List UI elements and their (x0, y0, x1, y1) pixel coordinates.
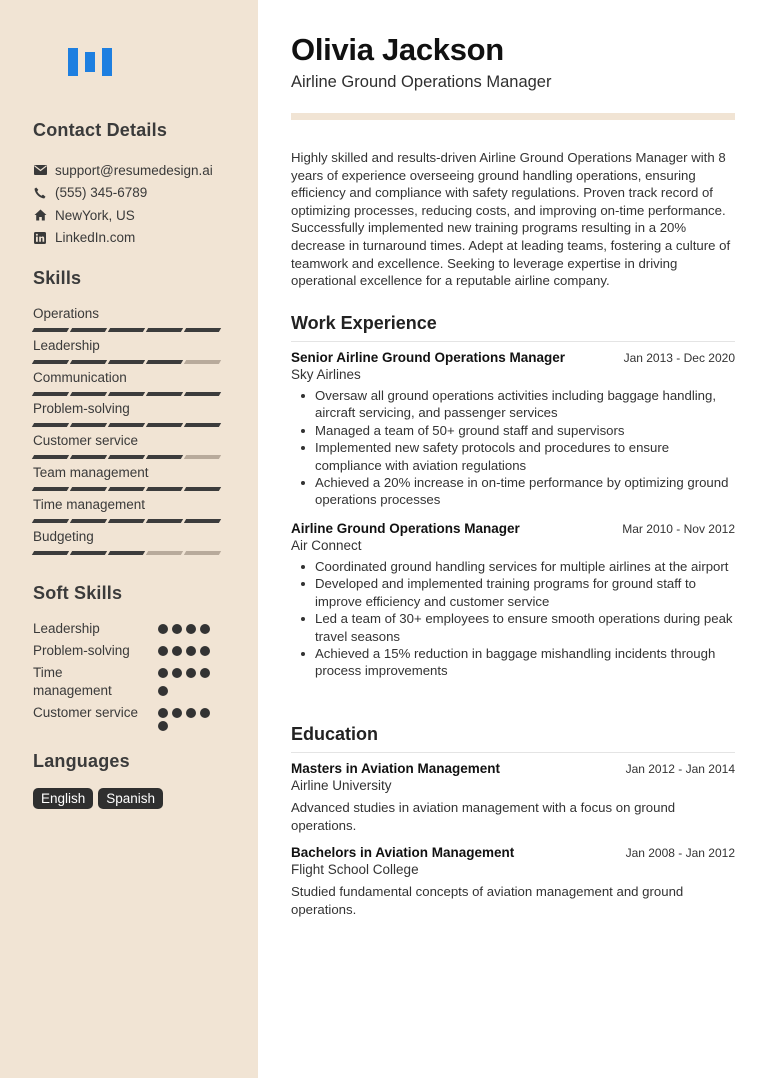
rating-dot (158, 686, 168, 696)
phone-icon (33, 186, 47, 200)
contact-heading: Contact Details (33, 120, 168, 140)
languages-list (33, 788, 163, 809)
language-badge: English (33, 788, 93, 809)
job-bullet: Achieved a 20% increase in on-time performance by optimizing ground operations processes (291, 474, 735, 509)
soft-skill-dots (158, 704, 218, 731)
degree-description: Advanced studies in aviation management with a focus on ground operations. (291, 800, 676, 833)
education-entry (291, 761, 735, 834)
rating-dot (200, 708, 210, 718)
job-bullets (291, 387, 735, 509)
skill-level-segment (146, 551, 183, 555)
job-dates: Jan 2013 - Dec 2020 (623, 351, 735, 365)
skill-level-segment (32, 551, 69, 555)
rating-dot (186, 646, 196, 656)
skill-level-segment (108, 392, 145, 396)
rating-dot (158, 708, 168, 718)
skill-name: Customer service (33, 433, 139, 449)
rating-dot (200, 624, 210, 634)
rating-dot (200, 668, 210, 678)
skill-level-segment (70, 519, 107, 523)
skill-item (33, 337, 223, 369)
skill-name: Team management (33, 464, 149, 480)
degree-dates: Jan 2008 - Jan 2012 (625, 846, 735, 860)
candidate-role: Airline Ground Operations Manager (291, 73, 552, 91)
job-title: Senior Airline Ground Operations Manager (291, 350, 566, 365)
skill-level-segment (32, 360, 69, 364)
skill-level-segment (146, 423, 183, 427)
soft-skills-heading: Soft Skills (33, 583, 123, 603)
skill-level-segment (184, 392, 221, 396)
soft-skill-name: Customer service (33, 705, 139, 720)
rating-dot (172, 668, 182, 678)
job-company: Air Connect (291, 538, 362, 553)
education-entry (291, 845, 735, 918)
skill-name: Time management (33, 496, 146, 512)
rating-dot (186, 668, 196, 678)
rating-dot (200, 646, 210, 656)
skill-level-segment (184, 487, 221, 491)
contact-linkedin[interactable] (33, 227, 248, 250)
skill-level-segment (108, 423, 145, 427)
skill-item (33, 400, 223, 432)
skill-level-segment (32, 487, 69, 491)
rating-dot (158, 646, 168, 656)
skill-name: Leadership (33, 337, 100, 353)
education-heading: Education (291, 724, 735, 753)
skill-level-segment (108, 455, 145, 459)
skill-level-segment (184, 360, 221, 364)
job-dates: Mar 2010 - Nov 2012 (622, 522, 735, 536)
skill-level-segment (146, 519, 183, 523)
skill-level-segment (70, 423, 107, 427)
contact-linkedin-text: LinkedIn.com (55, 230, 136, 246)
skill-level-segment (70, 455, 107, 459)
job-bullet: Oversaw all ground operations activities including baggage handling, aircraft servicing, and passenger services (291, 387, 735, 422)
rating-dot (172, 624, 182, 634)
school-name: Flight School College (291, 862, 419, 877)
skill-level-bar (33, 487, 223, 491)
contact-email-text: support@resumedesign.ai (55, 162, 213, 178)
rating-dot (158, 721, 168, 731)
degree-title: Masters in Aviation Management (291, 761, 501, 776)
skill-level-segment (32, 328, 69, 332)
candidate-name: Olivia Jackson (291, 32, 504, 67)
soft-skill-item (33, 642, 233, 660)
skill-name: Problem-solving (33, 401, 130, 417)
skill-level-segment (146, 328, 183, 332)
rating-dot (172, 708, 182, 718)
skill-level-segment (70, 392, 107, 396)
skills-heading: Skills (33, 268, 82, 288)
soft-skill-name: Problem-solving (33, 643, 130, 658)
rating-dot (186, 708, 196, 718)
summary-text: Highly skilled and results-driven Airline Ground Operations Manager with 8 years of experience overseeing ground handling operations, ensuring efficiency and compliance with safety regulations. Proven track record of optimizing processes, reducing costs, and improving on-time performance. Successfully implemented new training programs resulting in a 20% decrease in turnaround times. Adept at leading teams, fostering a culture of teamwork and excellence. Seeking to leverage expertise in driving operational excellence for a reputable airline company. (291, 150, 731, 289)
rating-dot (158, 624, 168, 634)
linkedin-icon (33, 231, 47, 245)
skill-level-segment (146, 455, 183, 459)
skill-level-segment (70, 551, 107, 555)
skill-level-bar (33, 551, 223, 555)
soft-skill-dots (158, 664, 218, 700)
skill-level-segment (146, 487, 183, 491)
degree-dates: Jan 2012 - Jan 2014 (625, 762, 735, 776)
skill-item (33, 432, 223, 464)
job-bullets (291, 558, 735, 680)
rating-dot (186, 624, 196, 634)
job-entry (291, 350, 735, 509)
skill-level-segment (32, 519, 69, 523)
skill-level-segment (108, 487, 145, 491)
skill-level-segment (108, 519, 145, 523)
contact-location (33, 204, 248, 227)
job-entry (291, 521, 735, 680)
soft-skill-item (33, 620, 233, 638)
skill-level-bar (33, 519, 223, 523)
contact-phone-text: (555) 345-6789 (55, 185, 148, 201)
skill-level-segment (146, 360, 183, 364)
skill-level-bar (33, 328, 223, 332)
skill-item (33, 528, 223, 560)
header-divider (291, 113, 735, 120)
skill-level-segment (32, 392, 69, 396)
skill-item (33, 464, 223, 496)
soft-skill-dots (158, 642, 218, 660)
rating-dot (158, 668, 168, 678)
degree-title: Bachelors in Aviation Management (291, 845, 515, 860)
school-name: Airline University (291, 778, 392, 793)
envelope-icon (33, 163, 47, 177)
skill-level-segment (32, 455, 69, 459)
skill-level-segment (32, 423, 69, 427)
skill-item (33, 369, 223, 401)
contact-list (33, 159, 248, 249)
skill-level-segment (184, 551, 221, 555)
job-company: Sky Airlines (291, 367, 361, 382)
rating-dot (172, 646, 182, 656)
skill-level-segment (184, 519, 221, 523)
contact-location-text: NewYork, US (55, 207, 135, 223)
contact-phone[interactable] (33, 182, 248, 205)
skill-item (33, 496, 223, 528)
soft-skill-item (33, 704, 233, 731)
job-bullet: Implemented new safety protocols and procedures to ensure compliance with aviation regulations (291, 439, 735, 474)
skill-level-bar (33, 392, 223, 396)
skills-list (33, 305, 223, 559)
job-bullet: Developed and implemented training programs for ground staff to improve efficiency and customer service (291, 575, 735, 610)
skill-level-segment (70, 328, 107, 332)
job-bullet: Achieved a 15% reduction in baggage mishandling incidents through process improvements (291, 645, 735, 680)
soft-skills-list (33, 620, 233, 735)
skill-level-segment (108, 328, 145, 332)
skill-name: Communication (33, 369, 127, 385)
skill-item (33, 305, 223, 337)
skill-level-segment (108, 551, 145, 555)
contact-email[interactable] (33, 159, 248, 182)
sidebar (0, 0, 258, 1078)
skill-level-bar (33, 423, 223, 427)
language-badge: Spanish (98, 788, 163, 809)
skill-level-segment (108, 360, 145, 364)
bar-logo-icon (68, 48, 114, 78)
skill-level-segment (146, 392, 183, 396)
soft-skill-item (33, 664, 233, 700)
degree-description: Studied fundamental concepts of aviation management and ground operations. (291, 884, 684, 917)
skill-level-segment (70, 487, 107, 491)
work-heading: Work Experience (291, 313, 735, 342)
languages-heading: Languages (33, 751, 130, 771)
job-title: Airline Ground Operations Manager (291, 521, 520, 536)
home-icon (33, 208, 47, 222)
job-bullet: Managed a team of 50+ ground staff and supervisors (291, 422, 735, 439)
soft-skill-name: Time management (33, 665, 112, 698)
skill-name: Budgeting (33, 528, 94, 544)
skill-level-segment (184, 423, 221, 427)
soft-skill-dots (158, 620, 218, 638)
job-bullet: Led a team of 30+ employees to ensure smooth operations during peak travel seasons (291, 610, 735, 645)
skill-level-segment (184, 328, 221, 332)
soft-skill-name: Leadership (33, 621, 100, 636)
skill-level-bar (33, 360, 223, 364)
skill-level-segment (184, 455, 221, 459)
skill-level-segment (70, 360, 107, 364)
skill-name: Operations (33, 306, 100, 321)
job-bullet: Coordinated ground handling services for multiple airlines at the airport (291, 558, 735, 575)
skill-level-bar (33, 455, 223, 459)
